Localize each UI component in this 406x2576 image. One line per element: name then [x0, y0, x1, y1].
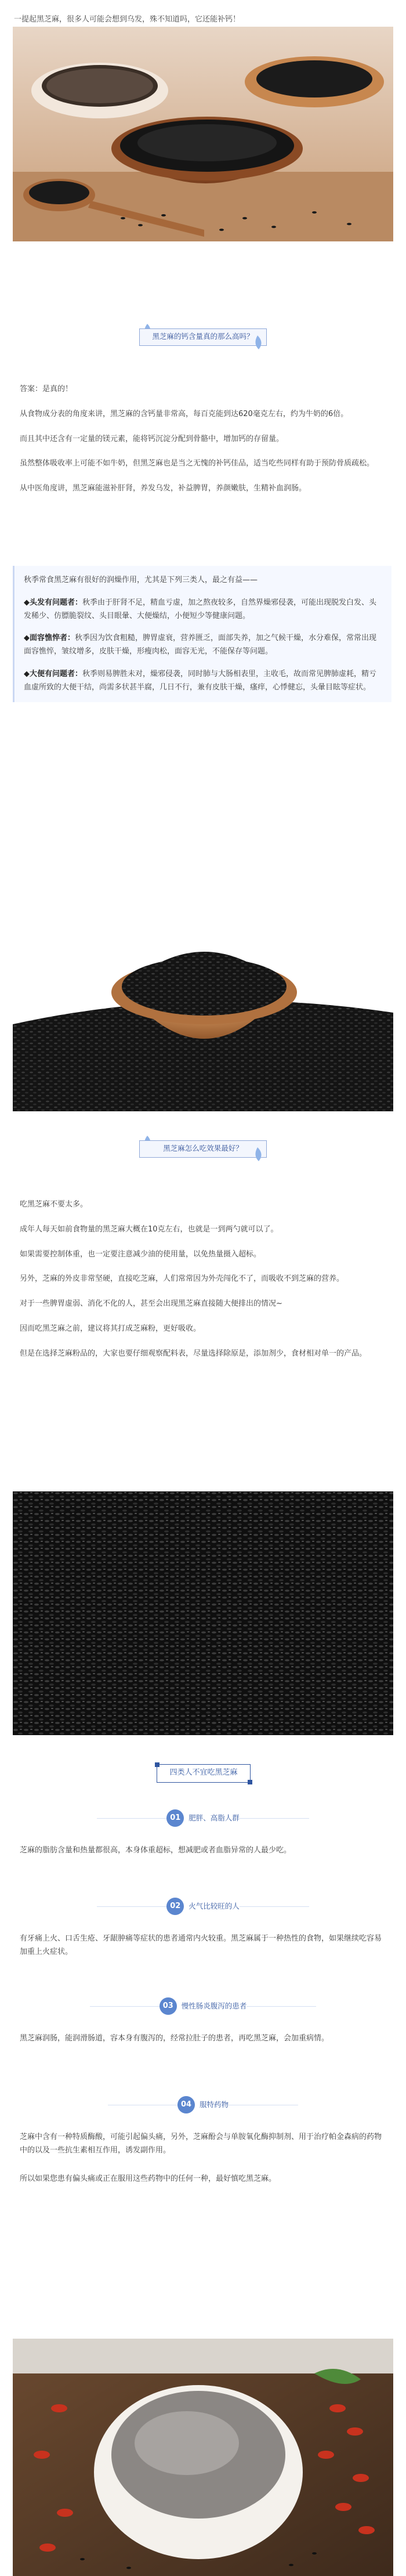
- howto-paragraph: 吃黑芝麻不要太多。: [20, 1200, 88, 1209]
- group-text: 黑芝麻润肠，能润滑肠道，容本身有腹泻的，经常拉肚子的患者，再吃黑芝麻，会加重病情。: [20, 2034, 329, 2043]
- answer-paragraph: 虽然整体吸收率上可能不如牛奶，但黑芝麻也是当之无愧的补钙佳品，适当吃些同样有助于预防骨质疏松。: [20, 459, 375, 468]
- answer-paragraph: 从中医角度讲，黑芝麻能滋补肝肾，养发乌发，补益脾胃，养颜嫩肤，生精补血润肠。: [20, 484, 307, 493]
- group-label: 慢性肠炎腹泻的患者: [181, 2001, 247, 2011]
- group-04: [0, 2096, 406, 2185]
- sesame-paste-photo: [13, 2339, 393, 2576]
- tip-item: ◆面容憔悴者：秋季因为饮食粗糙，脾胃虚衰，营养匮乏，面部失养，加之气候干燥，水分难保，常常出现面容憔悴，皱纹增多，皮肤干燥，形瘦肉松，面容无光，不能保存等问题。: [24, 634, 377, 656]
- intro-text: 一提起黑芝麻，很多人可能会想到乌发，殊不知道吗，它还能补钙！: [14, 15, 241, 24]
- sesame-closeup-photo: [13, 1491, 393, 1735]
- group-number-badge: 04: [177, 2096, 195, 2113]
- howto-paragraph: 但是在选择芝麻粉品的，大家也要仔细观察配料表，尽量选择除原是，添加剂少，食材相对单一的产品。: [20, 1349, 367, 1358]
- group-text: 有牙痛上火、口舌生疮、牙龈肿痛等症状的患者通常内火较重。黑芝麻属于一种热性的食物，如果继续吃容易加重上火症状。: [20, 1934, 382, 1956]
- section-header-calcium: [128, 323, 278, 351]
- group-label: 火气比较旺的人: [188, 1902, 240, 1911]
- tip-box: [13, 566, 392, 702]
- section-title: 黑芝麻怎么吃效果最好？: [163, 1144, 243, 1152]
- howto-block: [0, 1198, 406, 1360]
- sesame-bowls-photo: [13, 27, 393, 241]
- people-section-title: [157, 1764, 251, 1783]
- closing-text: 所以如果您患有偏头痛或正在服用这些药物中的任何一种，最好慎吃黑芝麻。: [20, 2174, 277, 2183]
- answer-paragraph: 从食物成分表的角度来讲，黑芝麻的含钙量非常高，每百克能到达620毫克左右，约为牛奶的6倍。: [20, 409, 349, 418]
- group-text: 芝麻的脂肪含量和热量都很高，本身体重超标，想减肥或者血脂异常的人最少吃。: [20, 1846, 292, 1855]
- group-01: [0, 1809, 406, 1858]
- howto-paragraph: 另外，芝麻的外皮非常坚硬，直接吃芝麻，人们常常因为外壳闯化不了，而吸收不到芝麻的营养。: [20, 1274, 345, 1284]
- sesame-wooden-bowl-photo: [13, 879, 393, 1111]
- section-title: 黑芝麻的钙含量真的那么高吗？: [152, 332, 254, 341]
- group-label: 肥胖、高脂人群: [188, 1813, 240, 1823]
- howto-paragraph: 因而吃黑芝麻之前，建议将其打成芝麻粉，更好吸收。: [20, 1324, 201, 1333]
- howto-paragraph: 如果需要控制体重，也一定要注意减少油的使用量，以免热量摄入超标。: [20, 1249, 262, 1259]
- howto-paragraph: 成年人每天如前食物量的黑芝麻大概在10克左右，也就是一到两勺就可以了。: [20, 1224, 278, 1234]
- tip-item: ◆大便有问题者：秋季则易脾胜未对，燥邪侵袭，同时肺与大肠相表里，主收毛，故而常见脾肺虚耗，精亏血虚所致的大便干结，尚需多状甚半腐，几日不行，兼有皮肤干燥，瘙痒，心悸健忘，头暈目眩等症状。: [24, 669, 377, 692]
- group-text: 芝麻中含有一种特质酶酸，可能引起偏头痛，另外，芝麻酚会与单胺氧化酶抑制剂、用于治疗帕金森病的药物中的以及一些抗生素相互作用，诱发副作用。: [20, 2133, 382, 2155]
- answer-paragraph: 答案：是真的！: [20, 385, 73, 393]
- answer-paragraph: 而且其中还含有一定量的镁元素，能将钙沉淀分配到骨骼中，增加钙的存留量。: [20, 434, 284, 443]
- answer-block: [0, 383, 406, 496]
- group-number-badge: 01: [166, 1809, 184, 1827]
- group-number-badge: 02: [166, 1898, 184, 1915]
- howto-paragraph: 对于一些脾胃虚弱、消化不化的人，甚至会出现黑芝麻直接随大便排出的情况~: [20, 1299, 282, 1308]
- tip-lead: 秋季常食黑芝麻有很好的润燥作用，尤其是下列三类人，最之有益——: [24, 576, 258, 584]
- group-02: [0, 1898, 406, 1959]
- tip-item: ◆头发有问题者：秋季由于肝肾不足，精血亏虚，加之熬夜较多，自然界燥邪侵袭，可能出现脱发白发、头发稀少、仿膘脆裂纹、头目眼暈、大便燥结，小便短少等健康问题。: [24, 598, 377, 620]
- leaf-decoration-icon: [251, 323, 276, 351]
- section-header-howto: [128, 1135, 278, 1162]
- people-title-text: 四类人不宜吃黑芝麻: [169, 1768, 238, 1777]
- leaf-decoration-icon: [251, 1135, 276, 1162]
- group-number-badge: 03: [160, 1997, 177, 2015]
- group-label: 服特药物: [199, 2100, 229, 2109]
- group-03: [0, 1997, 406, 2046]
